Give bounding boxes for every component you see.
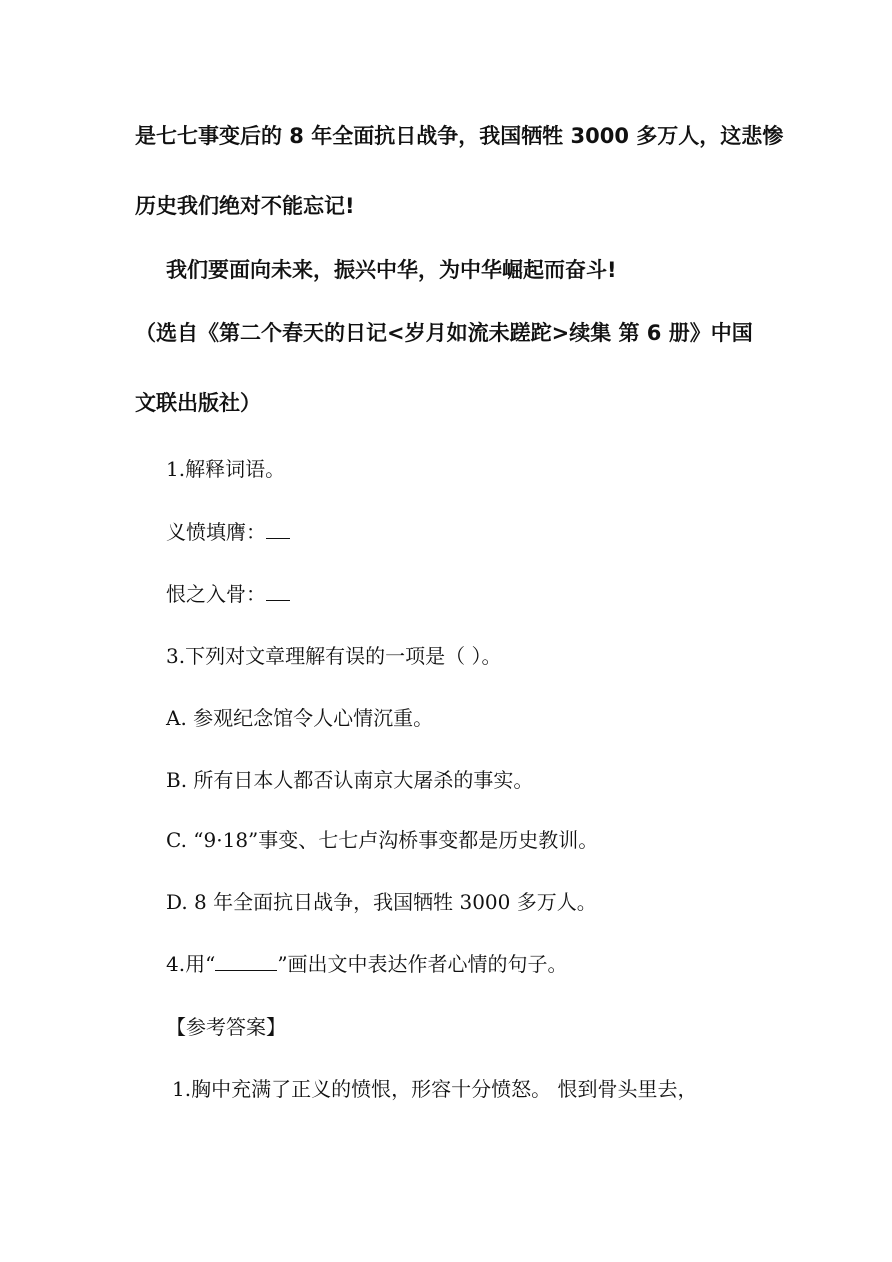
question-3-title: 3.下列对文章理解有误的一项是（ ）。 (166, 644, 502, 668)
answer-blank (266, 518, 290, 539)
question-3-option-d: D. 8 年全面抗日战争，我国牺牲 3000 多万人。 (166, 890, 597, 914)
passage-line-3: 我们要面向未来，振兴中华，为中华崛起而奋斗! (166, 258, 617, 282)
question-4-prefix: 4.用“ (166, 952, 216, 976)
question-3-option-c: C. “9·18”事变、七七卢沟桥事变都是历史教训。 (166, 828, 599, 852)
question-3-option-b: B. 所有日本人都否认南京大屠杀的事实。 (166, 768, 534, 792)
passage-line-2: 历史我们绝对不能忘记! (135, 194, 355, 218)
term-label: 义愤填膺： (166, 520, 266, 544)
answers-heading: 【参考答案】 (166, 1015, 286, 1039)
question-1-title: 1.解释词语。 (166, 457, 286, 481)
question-4-suffix: ”画出文中表达作者心情的句子。 (277, 952, 568, 976)
answer-blank (266, 580, 290, 601)
source-citation-line-1: （选自《第二个春天的日记<岁月如流未蹉跎>续集 第 6 册》中国 (135, 321, 753, 345)
source-citation-line-2: 文联出版社） (135, 391, 261, 415)
question-1-item-2 (166, 580, 290, 608)
term-label: 恨之入骨： (166, 582, 266, 606)
question-1-item-1 (166, 518, 290, 546)
answer-1: 1.胸中充满了正义的愤恨，形容十分愤怒。 恨到骨头里去， (172, 1077, 698, 1101)
underline-blank (215, 950, 277, 971)
passage-line-1: 是七七事变后的 8 年全面抗日战争，我国牺牲 3000 多万人，这悲惨 (135, 124, 784, 148)
question-3-option-a: A. 参观纪念馆令人心情沉重。 (166, 706, 434, 730)
question-4 (166, 950, 568, 978)
